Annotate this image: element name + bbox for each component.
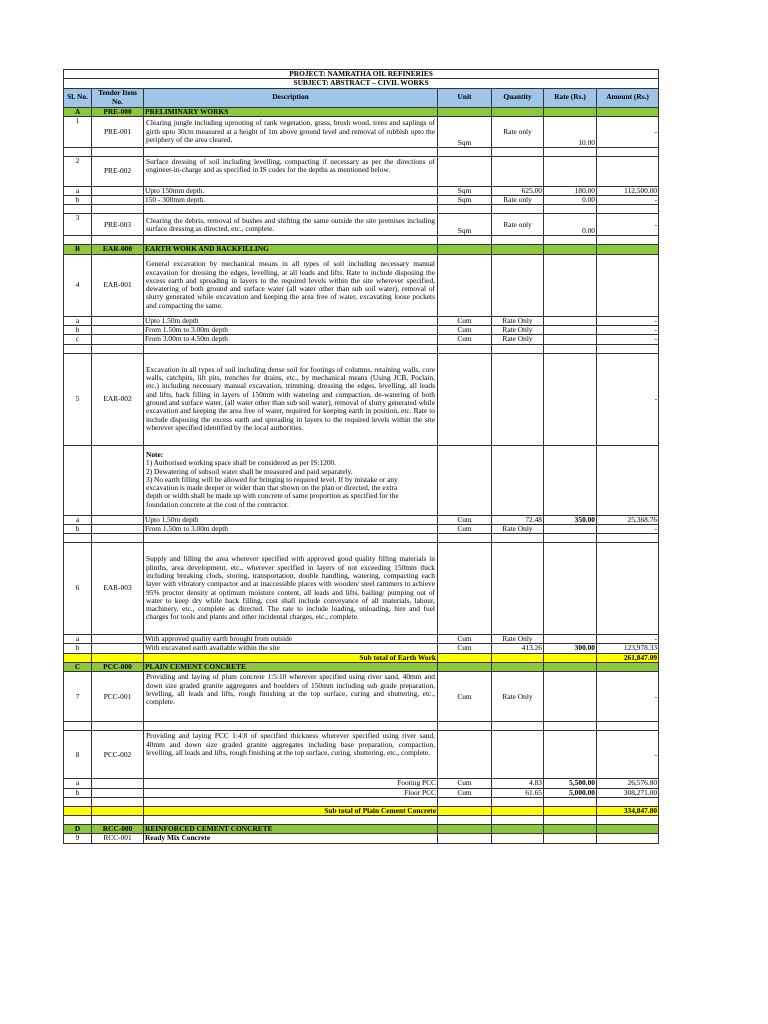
item-sl: 5 [64, 353, 92, 445]
item-quantity: Rate only [492, 214, 544, 236]
section-row [64, 245, 659, 254]
item-amount: - [597, 353, 659, 445]
item-quantity: 72.48 [492, 515, 544, 524]
item-sl: 9 [64, 834, 92, 843]
item-sl: 7 [64, 672, 92, 722]
item-description: Upto 1.50m depth [144, 515, 438, 524]
item-code: PRE-002 [92, 156, 144, 186]
section-title: PRELIMINARY WORKS [144, 107, 438, 116]
table-row [64, 524, 659, 533]
table-row [64, 214, 659, 236]
col-sl-no: Sl. No. [64, 88, 92, 107]
section-sl: C [64, 662, 92, 671]
section-row [64, 107, 659, 116]
item-unit: Cum [438, 779, 492, 788]
spacer-row [64, 797, 659, 806]
header-row [64, 88, 659, 107]
item-unit: Sqm [438, 116, 492, 147]
item-description: Footing PCC [144, 779, 438, 788]
item-description: Clearing jungle including uprooting of rank vegetation, grass, brush wood, trees and saplings of girth upto 30cm measured at a height of 1m above ground level and removal of rubbish upto the periphery of the area cleared. [144, 116, 438, 147]
spacer-row [64, 722, 659, 731]
section-code: PRE-000 [92, 107, 144, 116]
item-description: 150 - 300mm depth. [144, 196, 438, 205]
item-sl: a [64, 515, 92, 524]
section-row [64, 825, 659, 834]
item-sl: 6 [64, 543, 92, 635]
note-line: excavation is made deeper or wider than that shown on the plan or directed, the extra [146, 483, 398, 493]
spacer-row [64, 147, 659, 156]
item-rate: 180.00 [544, 186, 597, 195]
item-unit: Cum [438, 335, 492, 344]
item-quantity: Rate Only [492, 335, 544, 344]
item-unit: Cum [438, 672, 492, 722]
item-amount: - [597, 316, 659, 325]
section-sl: A [64, 107, 92, 116]
subtotal-row [64, 806, 659, 815]
item-quantity: 625.00 [492, 186, 544, 195]
item-amount: - [597, 325, 659, 334]
item-code: PRE-003 [92, 214, 144, 236]
item-unit: Cum [438, 316, 492, 325]
item-unit: Sqm [438, 186, 492, 195]
item-sl: a [64, 635, 92, 644]
table-row [64, 788, 659, 797]
item-amount: - [597, 672, 659, 722]
spacer-row [64, 816, 659, 825]
item-sl: a [64, 186, 92, 195]
item-description: With excavated earth available within the site [144, 644, 438, 653]
item-code: PCC-001 [92, 672, 144, 722]
item-amount: - [597, 524, 659, 533]
item-sl: b [64, 196, 92, 205]
table-row [64, 644, 659, 653]
table-row [64, 515, 659, 524]
item-amount: - [597, 635, 659, 644]
table-row [64, 156, 659, 186]
item-sl: 4 [64, 254, 92, 316]
item-amount: - [597, 731, 659, 779]
item-code: EAR-003 [92, 543, 144, 635]
item-sl: a [64, 779, 92, 788]
item-code: PRE-001 [92, 116, 144, 147]
section-title: PLAIN CEMENT CONCRETE [144, 662, 438, 671]
item-description: Surface dressing of soil including levelling, compacting if necessary as per the directions of engineer-in-charge and as specified in IS codes for the depths as mentioned below. [144, 156, 438, 186]
item-sl: 3 [64, 214, 92, 236]
item-amount: - [597, 335, 659, 344]
item-description: Upto 150mm depth. [144, 186, 438, 195]
item-rate: 350.00 [544, 515, 597, 524]
section-title: EARTH WORK AND BACKFILLING [144, 245, 438, 254]
item-description: General excavation by mechanical means in all types of soil including necessary manual excavation for dressing the edges, levelling, at all leads and lifts. Rate to include disposing the excess earth and spreading in layers to the required levels within the site wherever specified, dewatering of both ground and surface water (all water other than sub soil water), removal of slurry generated while excavation and keeping the area free of water, excavating loose pockets and compacting the same. [144, 254, 438, 316]
subtotal-amount: 261,847.09 [597, 653, 659, 662]
spacer-row [64, 205, 659, 214]
item-rate: 5,000.00 [544, 788, 597, 797]
item-sl: b [64, 644, 92, 653]
item-amount: 26,576.80 [597, 779, 659, 788]
item-description: Upto 1.50m depth [144, 316, 438, 325]
item-sl: a [64, 316, 92, 325]
table-row [64, 672, 659, 722]
spacer-row [64, 344, 659, 353]
section-sl: D [64, 825, 92, 834]
subtotal-row [64, 653, 659, 662]
section-code: PCC-000 [92, 662, 144, 671]
subtotal-label: Sub total of Earth Work [144, 653, 438, 662]
item-amount: 112,500.00 [597, 186, 659, 195]
item-code: EAR-002 [92, 353, 144, 445]
item-code: EAR-001 [92, 254, 144, 316]
table-row [64, 335, 659, 344]
item-description: From 1.50m to 3.00m depth [144, 524, 438, 533]
item-unit: Cum [438, 524, 492, 533]
subtotal-label: Sub total of Plain Cement Concrete [144, 806, 438, 815]
item-description: Excavation in all types of soil including dense soil for footings of columns, retaining walls, core walls, catchpits, lift pits, trenches for drains, etc., by mechanical means (Using JCB, Poclain, etc.) including necessary manual excavation, trimming, dressing the edges, levelling, all leads and lifts, back filling in layers of 150mm with watering and compaction, de-watering of both ground and surface water, (all water other than sub soil water), removal of slurry generated while excavation and keeping the area free of water, required for keeping earth in position, etc. Rate to include disposing the excess earth and spreading in layers to the required levels within the site wherever specified identified by the local authorities. [144, 353, 438, 445]
item-description: Supply and filling the area wherever specified with approved good quality filling materials in plinths, area development, etc., wherever specified in layers of not exceeding 150mm thick including breaking clods, storing, transportation, double handling, watering, compacting each layer with vibratory compactor and at inaccessible places with wooden/ steel rammers to achieve 95% proctor density at optimum moisture content, all leads and lifts, bailing/ pumping out of water to keep dry while back filling, cost shall include conveyance of all materials, labour, machinery, etc., complete as directed. The rate to include loading, unloading, hire and fuel charges for tools and plants and other incidental charges, etc., complete. [144, 543, 438, 635]
subtotal-amount: 334,847.80 [597, 806, 659, 815]
item-description: From 1.50m to 3.00m depth [144, 325, 438, 334]
project-title: PROJECT: NAMRATHA OIL REFINERIES [64, 70, 659, 79]
item-amount: - [597, 116, 659, 147]
col-amount: Amount (Rs.) [597, 88, 659, 107]
col-tender-item: Tender Item No. [92, 88, 144, 107]
item-rate: 10.00 [544, 116, 597, 147]
item-sl: c [64, 335, 92, 344]
item-unit: Sqm [438, 196, 492, 205]
item-unit: Cum [438, 644, 492, 653]
item-amount: 123,978.33 [597, 644, 659, 653]
abstract-table [63, 69, 659, 844]
spacer-row [64, 534, 659, 543]
table-row [64, 635, 659, 644]
note-line: foundation concrete at the cost of the contractor. [146, 499, 289, 509]
table-row [64, 316, 659, 325]
item-code: RCC-001 [92, 834, 144, 843]
note-line: 1) Authorised working space shall be considered as per IS:1200. [146, 458, 337, 468]
note-row [64, 445, 659, 515]
subject-title: SUBJECT: ABSTRACT – CIVIL WORKS [64, 79, 659, 88]
item-sl: 1 [64, 116, 92, 147]
item-quantity: 413.26 [492, 644, 544, 653]
section-sl: B [64, 245, 92, 254]
section-code: RCC-000 [92, 825, 144, 834]
item-rate: 300.00 [544, 644, 597, 653]
item-quantity: Rate only [492, 196, 544, 205]
note-heading: Note: [146, 450, 164, 460]
item-amount: - [597, 196, 659, 205]
section-row [64, 662, 659, 671]
item-description: Clearing the debris, removal of bushes and shifting the same outside the site premises including surface dressing as directed, etc., complete. [144, 214, 438, 236]
item-sl: b [64, 325, 92, 334]
item-amount: - [597, 214, 659, 236]
item-sl: b [64, 788, 92, 797]
item-description: Ready Mix Concrete [144, 834, 438, 843]
table-row [64, 254, 659, 316]
item-quantity: Rate Only [492, 524, 544, 533]
item-sl: 8 [64, 731, 92, 779]
item-amount: 308,271.00 [597, 788, 659, 797]
table-row [64, 116, 659, 147]
item-quantity: Rate only [492, 116, 544, 147]
note-line: depth or width shall be made up with concrete of same proportion as specified for the [146, 491, 399, 501]
item-unit: Cum [438, 325, 492, 334]
item-quantity: 61.65 [492, 788, 544, 797]
item-sl: b [64, 524, 92, 533]
item-quantity: 4.83 [492, 779, 544, 788]
item-quantity: Rate Only [492, 325, 544, 334]
col-quantity: Quantity [492, 88, 544, 107]
col-rate: Rate (Rs.) [544, 88, 597, 107]
item-sl: 2 [64, 156, 92, 186]
table-row [64, 731, 659, 779]
col-description: Description [144, 88, 438, 107]
item-quantity: Rate Only [492, 316, 544, 325]
item-description: Providing and laying PCC 1:4:8 of specified thickness wherever specified using river sand, 40mm and down size graded granite aggregates including base preparation, compaction, levelling, all leads and lifts, rough finishing at the top surface, curing, shuttering, etc., complete. [144, 731, 438, 779]
item-description: From 3.00m to 4.50m depth [144, 335, 438, 344]
section-code: EAR-000 [92, 245, 144, 254]
item-unit: Sqm [438, 214, 492, 236]
note-cell [144, 445, 438, 515]
item-quantity: Rate Only [492, 672, 544, 722]
item-rate: 0.00 [544, 214, 597, 236]
table-row [64, 325, 659, 334]
item-description: Providing and laying of plum concrete 1:5:10 wherever specified using river sand, 40mm and down size graded granite aggregates and boulders of 150mm including sub grade preparation, levelling, all leads and lifts, rough finishing at the top surface, curing and shuttering, etc., complete. [144, 672, 438, 722]
section-title: REINFORCED CEMENT CONCRETE [144, 825, 438, 834]
table-row [64, 186, 659, 195]
item-unit: Cum [438, 788, 492, 797]
table-row [64, 779, 659, 788]
table-row [64, 353, 659, 445]
table-row [64, 196, 659, 205]
col-unit: Unit [438, 88, 492, 107]
item-description: With approved quality earth brought from outside [144, 635, 438, 644]
item-rate: 0.00 [544, 196, 597, 205]
note-line: 2) Dewatering of subsoil water shall be measured and paid separately. [146, 466, 353, 476]
item-unit: Cum [438, 515, 492, 524]
item-unit: Cum [438, 635, 492, 644]
item-amount: 25,368.76 [597, 515, 659, 524]
item-rate: 5,500.00 [544, 779, 597, 788]
spacer-row [64, 236, 659, 245]
table-row [64, 834, 659, 843]
note-line: 3) No earth filling will be allowed for bringing to required level. If by mistake or any [146, 474, 398, 484]
item-quantity: Rate Only [492, 635, 544, 644]
item-code: PCC-002 [92, 731, 144, 779]
item-description: Floor PCC [144, 788, 438, 797]
table-row [64, 543, 659, 635]
